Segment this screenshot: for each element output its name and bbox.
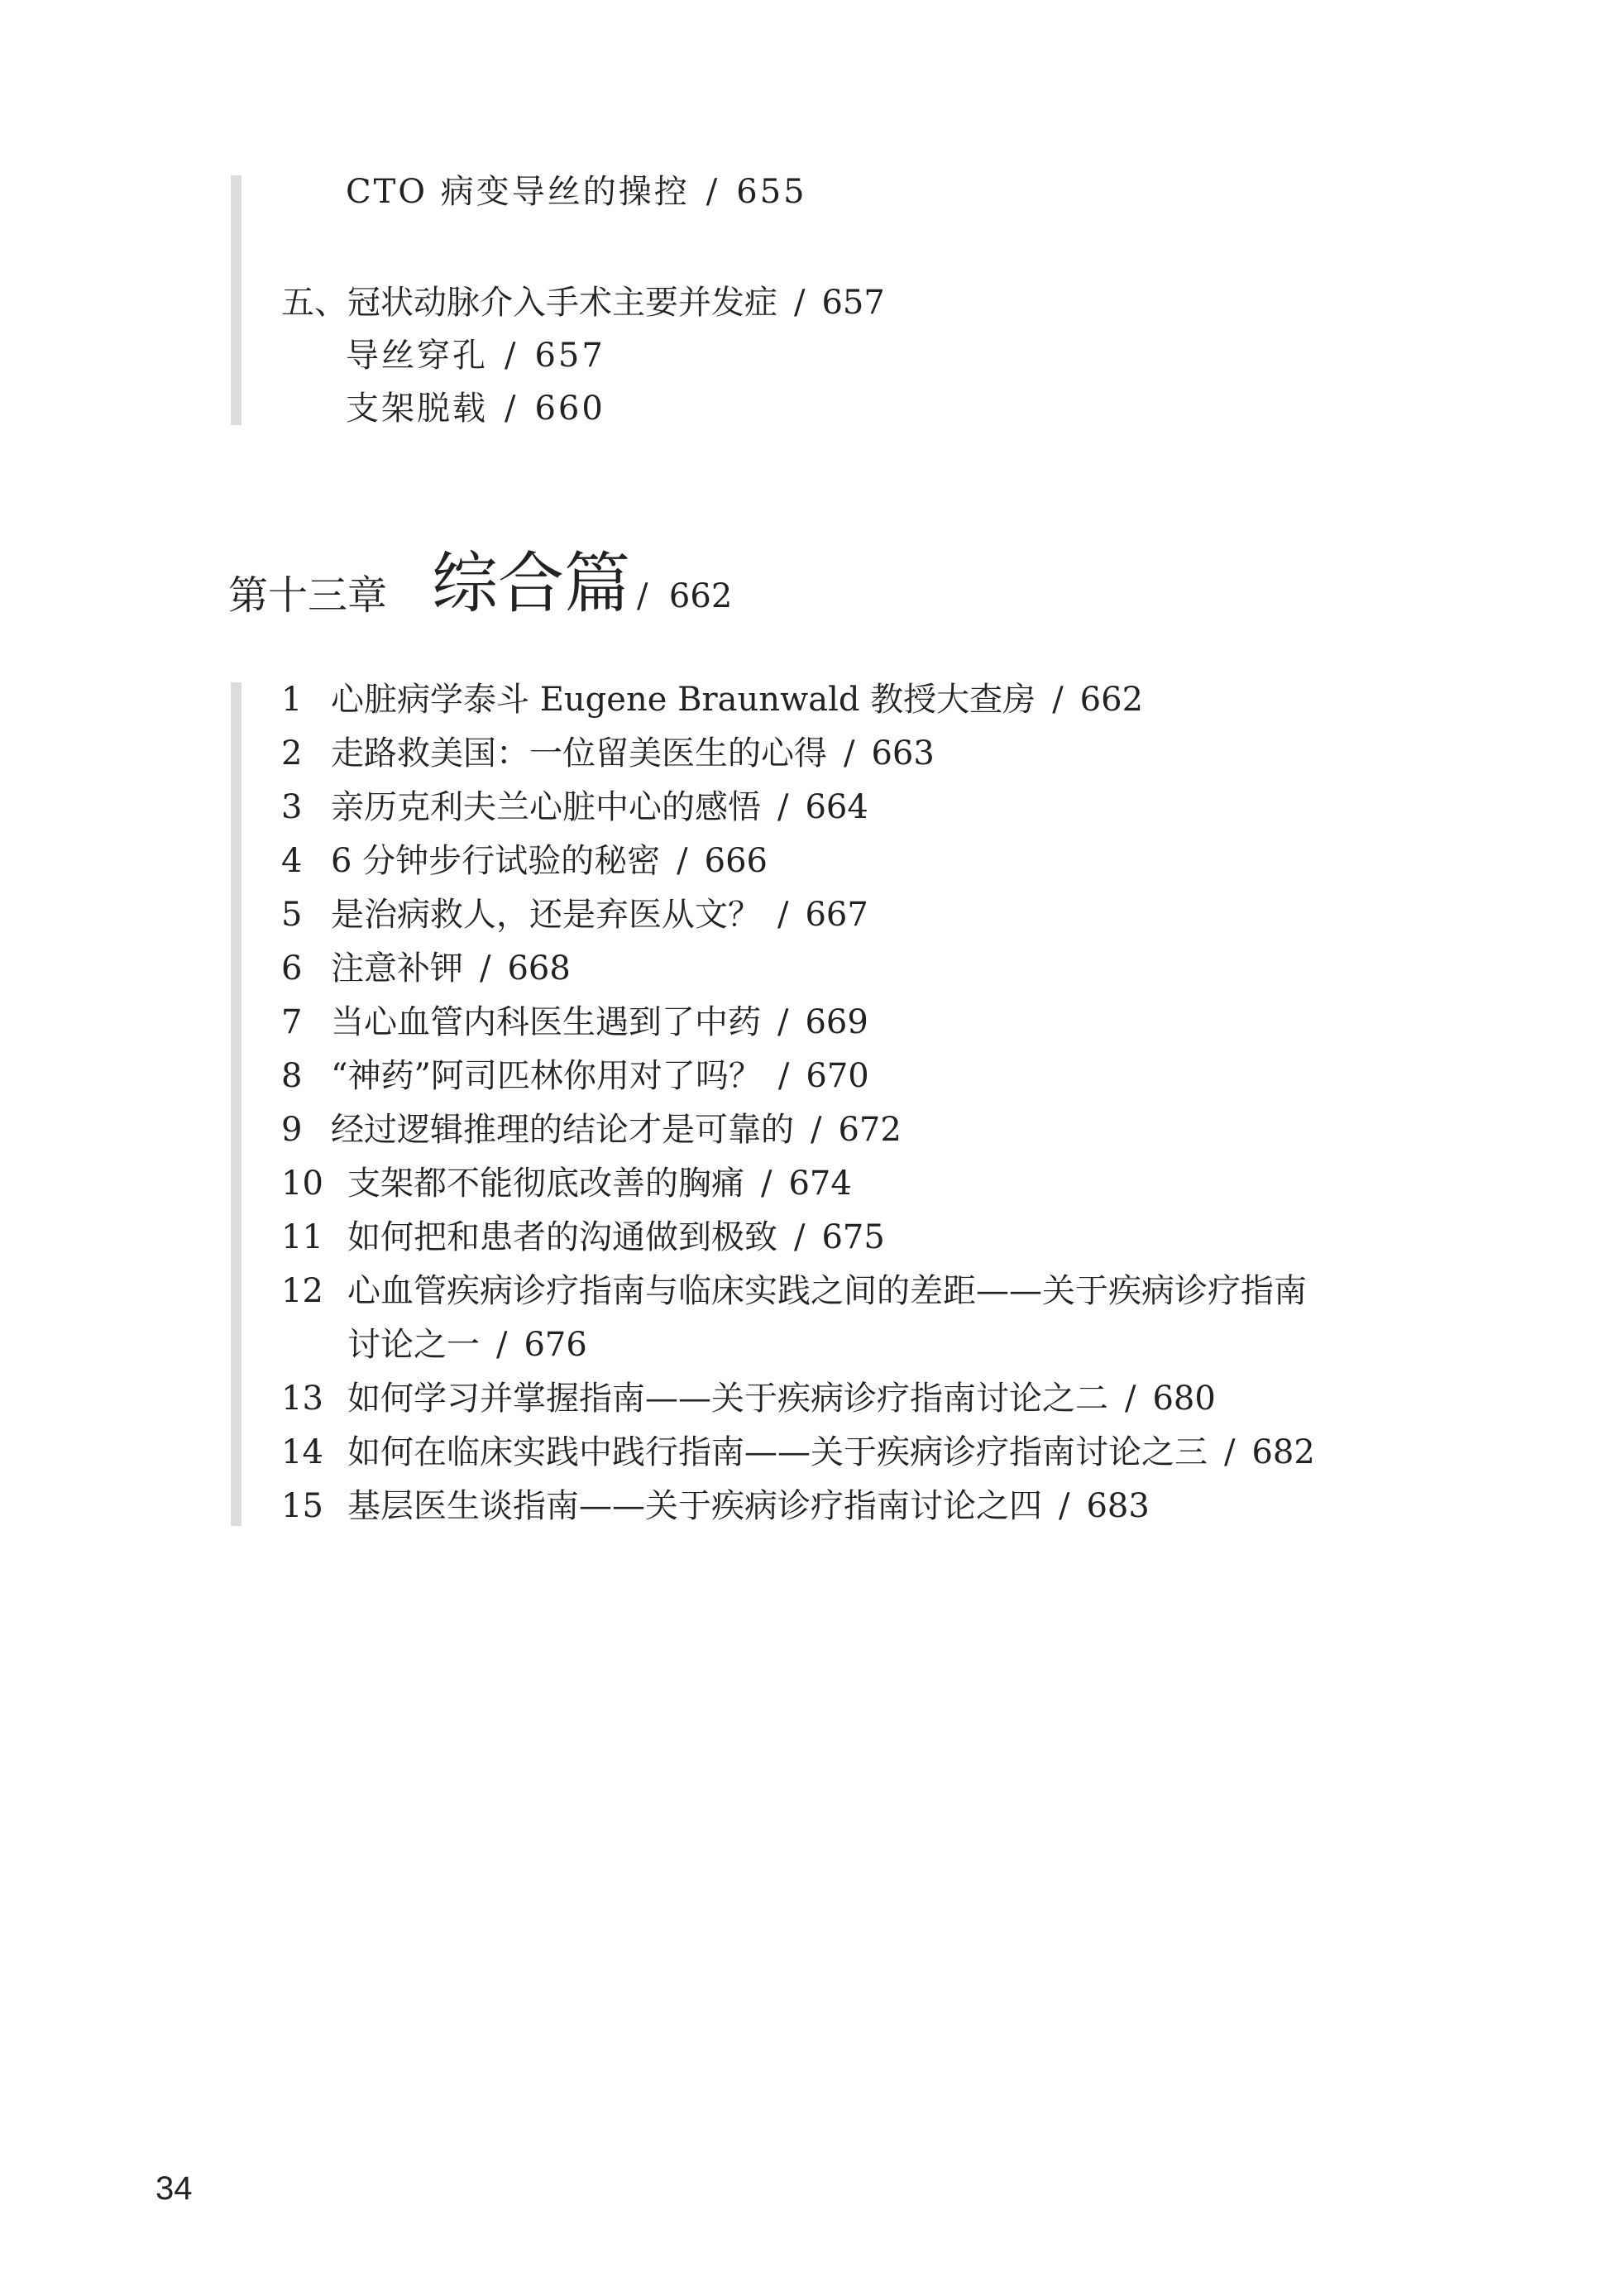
separator: /: [1125, 1380, 1136, 1418]
toc-entry-continuation: [347, 1323, 587, 1366]
separator: /: [1059, 1487, 1070, 1525]
entry-number: 4: [281, 842, 303, 880]
entry-page: 668: [507, 949, 571, 988]
entry-page: 664: [805, 788, 868, 826]
entry-title-continuation: 讨论之一: [347, 1326, 480, 1364]
entry-number: 9: [281, 1111, 303, 1149]
entry-number: 3: [281, 788, 303, 826]
entry-title: 亲历克利夫兰心脏中心的感悟: [331, 788, 761, 826]
entry-page: 676: [524, 1326, 587, 1364]
toc-item-page: 655: [736, 173, 807, 211]
section-rule-bottom: [231, 682, 242, 1526]
entry-number: 6: [281, 949, 303, 988]
entry-number: 10: [281, 1165, 323, 1203]
entry-number: 11: [281, 1218, 323, 1256]
entry-number: 14: [281, 1433, 323, 1471]
entry-title: 当心血管内科医生遇到了中药: [331, 1003, 761, 1041]
entry-page: 680: [1152, 1380, 1216, 1418]
entry-title: 如何在临床实践中践行指南——关于疾病诊疗指南讨论之三: [347, 1433, 1208, 1471]
entry-number: 15: [281, 1487, 323, 1525]
separator: /: [706, 173, 720, 211]
toc-entry: [281, 1431, 1315, 1474]
toc-entry: [281, 732, 935, 775]
entry-page: 662: [1079, 681, 1144, 719]
separator: /: [480, 949, 491, 988]
separator: /: [505, 337, 519, 375]
toc-sub-item: [346, 387, 605, 430]
entry-page: 666: [704, 842, 768, 880]
entry-number: 8: [281, 1057, 303, 1095]
separator: /: [637, 577, 648, 615]
entry-title: 经过逻辑推理的结论才是可靠的: [331, 1111, 794, 1149]
toc-entry: [281, 1377, 1216, 1420]
separator: /: [794, 284, 806, 322]
entry-title: 支架都不能彻底改善的胸痛: [347, 1165, 744, 1203]
chapter-page-number: 662: [668, 577, 733, 615]
chapter-number: 第十三章: [228, 572, 388, 619]
toc-sub-item: [346, 334, 605, 377]
toc-item-cto: [346, 170, 807, 213]
entry-title: 心血管疾病诊疗指南与临床实践之间的差距——关于疾病诊疗指南: [347, 1272, 1307, 1310]
separator: /: [811, 1111, 822, 1149]
toc-entry: [281, 1485, 1150, 1528]
entry-number: 12: [281, 1272, 323, 1310]
separator: /: [496, 1326, 508, 1364]
entry-page: 674: [788, 1165, 852, 1203]
entry-page: 663: [871, 734, 935, 773]
toc-item-page: 657: [821, 284, 885, 322]
separator: /: [761, 1165, 773, 1203]
toc-entry: [281, 678, 1143, 721]
chapter-page: [637, 575, 732, 618]
separator: /: [677, 842, 688, 880]
separator: /: [794, 1218, 806, 1256]
separator: /: [777, 1057, 790, 1095]
toc-entry: [281, 1055, 869, 1098]
entry-title: 注意补钾: [331, 949, 463, 988]
toc-entry: [281, 1001, 868, 1044]
entry-title: 走路救美国：一位留美医生的心得: [331, 734, 827, 773]
separator: /: [777, 896, 789, 934]
entry-number: 13: [281, 1380, 323, 1418]
toc-item-title: 五、冠状动脉介入手术主要并发症: [281, 284, 777, 322]
toc-item-page: 660: [534, 390, 605, 428]
entry-number: 2: [281, 734, 303, 773]
entry-page: 670: [806, 1057, 869, 1095]
entry-number: 5: [281, 896, 303, 934]
entry-page: 675: [821, 1218, 885, 1256]
entry-number: 7: [281, 1003, 303, 1041]
separator: /: [1224, 1433, 1236, 1471]
toc-item-page: 657: [534, 337, 605, 375]
entry-page: 672: [838, 1111, 902, 1149]
toc-item-title: 导丝穿孔: [346, 337, 488, 375]
toc-entry: [281, 1216, 885, 1259]
entry-title: 如何把和患者的沟通做到极致: [347, 1218, 777, 1256]
entry-page: 669: [805, 1003, 868, 1041]
entry-title: 基层医生谈指南——关于疾病诊疗指南讨论之四: [347, 1487, 1042, 1525]
separator: /: [844, 734, 855, 773]
toc-entry: [281, 1270, 1307, 1313]
toc-entry: [281, 947, 571, 990]
toc-item-title: 支架脱载: [346, 390, 488, 428]
entry-title: 6 分钟步行试验的秘密: [331, 842, 661, 880]
entry-page: 667: [805, 896, 868, 934]
separator: /: [777, 1003, 789, 1041]
entry-title: 如何学习并掌握指南——关于疾病诊疗指南讨论之二: [347, 1380, 1108, 1418]
toc-entry: [281, 893, 868, 936]
entry-page: 682: [1251, 1433, 1315, 1471]
chapter-title: 综合篇: [432, 545, 630, 622]
entry-page: 683: [1086, 1487, 1150, 1525]
toc-section-five: [281, 281, 885, 324]
page-number: 34: [155, 2170, 193, 2207]
toc-item-title: CTO 病变导丝的操控: [346, 173, 690, 211]
toc-entry: [281, 1108, 902, 1151]
section-rule-top: [231, 175, 242, 425]
separator: /: [777, 788, 789, 826]
entry-title: “神药”阿司匹林你用对了吗？: [331, 1057, 762, 1095]
entry-title: 心脏病学泰斗 Eugene Braunwald 教授大查房: [331, 681, 1036, 719]
separator: /: [1052, 681, 1064, 719]
toc-entry: [281, 1162, 852, 1205]
entry-number: 1: [281, 681, 303, 719]
separator: /: [505, 390, 519, 428]
toc-entry: [281, 786, 868, 829]
toc-entry: [281, 839, 768, 883]
entry-title: 是治病救人，还是弃医从文？: [331, 896, 761, 934]
